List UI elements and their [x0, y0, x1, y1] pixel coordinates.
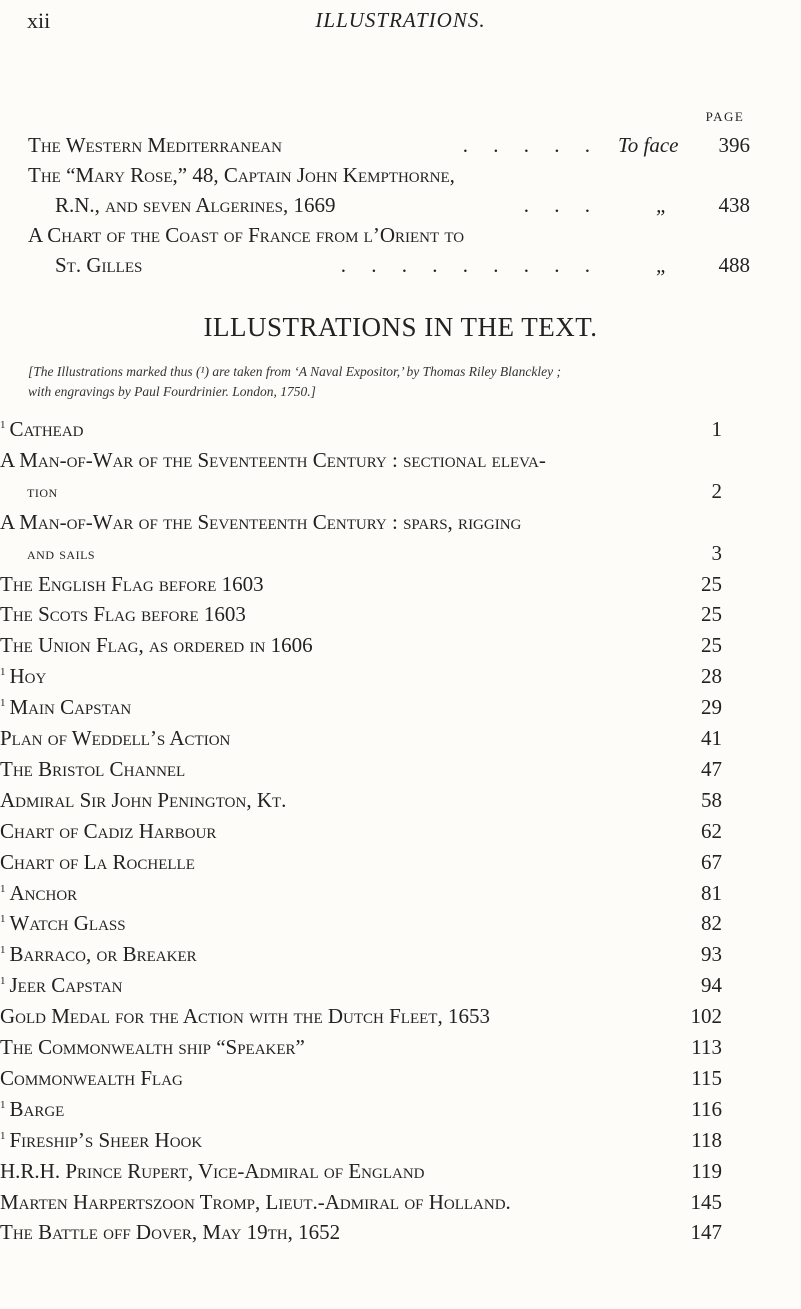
plate-title: The “Mary Rose,” 48, Captain John Kempthorne,	[28, 163, 455, 187]
illustration-title-wrap	[0, 1097, 64, 1122]
illustration-page-number: 25	[701, 633, 722, 658]
list-item	[0, 1004, 722, 1034]
illustration-title-wrap	[0, 726, 230, 751]
illustration-title: Hoy	[9, 664, 47, 689]
illustration-page-number: 116	[691, 1096, 722, 1121]
to-face-label: „	[656, 193, 668, 217]
list-item	[0, 572, 722, 602]
plate-page-number: 396	[718, 133, 750, 157]
source-note	[28, 362, 768, 402]
illustration-page-number: 93	[701, 942, 722, 967]
plate-page-number: 488	[718, 253, 750, 277]
illustration-title-wrap	[0, 757, 185, 782]
illustration-page-number: 58	[701, 787, 722, 812]
source-mark: 1	[0, 419, 6, 431]
illustration-page-number: 25	[701, 571, 722, 596]
illustration-page-number: 118	[691, 1127, 722, 1152]
list-item	[0, 1035, 722, 1065]
list-item	[0, 695, 722, 725]
to-face-label: To face	[618, 133, 679, 157]
illustration-title-wrap	[0, 664, 46, 689]
list-item	[0, 942, 722, 972]
illustration-title: Barge	[9, 1096, 65, 1121]
illustration-title-wrap	[27, 482, 58, 502]
illustration-title-wrap	[0, 602, 246, 627]
list-item	[0, 973, 722, 1003]
dot-leader: . . . . . . . . .	[340, 253, 600, 277]
illustration-title-wrap	[0, 788, 286, 813]
source-mark: 1	[0, 913, 6, 926]
source-mark: 1	[0, 1129, 6, 1142]
illustration-title: Gold Medal for the Action with the Dutch Fleet, 1653	[0, 1004, 490, 1029]
illustration-title-wrap	[0, 973, 122, 998]
dot-leader: . . . . .	[462, 133, 600, 157]
list-item	[0, 819, 722, 849]
illustration-title: Main Capstan	[9, 695, 132, 720]
illustration-title: Plan of Weddell’s Action	[0, 726, 231, 750]
illustration-page-number: 25	[701, 602, 722, 627]
list-item	[0, 1220, 722, 1250]
source-mark: 1	[0, 882, 6, 895]
running-head	[0, 8, 801, 38]
illustration-page-number: 82	[701, 911, 722, 936]
source-note-line: [The Illustrations marked thus (¹) are taken from ‘A Naval Expositor,’ by Thomas Riley Blanckley ;	[28, 364, 561, 379]
page-folio: xii	[27, 8, 51, 33]
source-mark: 1	[0, 944, 6, 957]
illustration-title-wrap	[0, 1220, 340, 1245]
illustration-title-wrap	[0, 850, 195, 875]
illustration-title: Commonwealth Flag	[0, 1065, 183, 1090]
illustration-title: Admiral Sir John Penington, Kt.	[0, 787, 287, 812]
list-item	[0, 510, 722, 540]
list-item	[0, 417, 722, 447]
illustration-page-number: 3	[711, 540, 722, 565]
list-item	[0, 541, 722, 571]
illustration-title-wrap	[0, 911, 126, 936]
illustration-title: Fireship’s Sheer Hook	[9, 1127, 203, 1152]
illustration-title-wrap	[0, 1004, 490, 1029]
dot-leader: . . .	[523, 193, 600, 217]
illustration-page-number: 41	[701, 726, 722, 750]
illustration-title: A Man-of-War of the Seventeenth Century : spars, rigging	[0, 509, 522, 534]
source-mark: 1	[0, 975, 6, 988]
page-column-label: PAGE	[705, 109, 745, 124]
plate-title: R.N., and seven Algerines, 1669	[55, 193, 336, 217]
list-item	[0, 1066, 722, 1096]
source-mark: 1	[0, 1098, 6, 1111]
source-note-line: with engravings by Paul Fourdrinier. London, 1750.]	[28, 384, 316, 399]
illustration-title-wrap	[0, 819, 216, 844]
illustration-page-number: 1	[711, 417, 722, 441]
illustration-page-number: 29	[701, 695, 722, 720]
illustration-title-wrap	[0, 1190, 511, 1215]
plate-page-number: 438	[718, 193, 750, 217]
list-item	[0, 1097, 722, 1127]
illustration-page-number: 147	[690, 1220, 722, 1245]
illustration-title-wrap	[0, 881, 77, 906]
illustration-page-number: 47	[701, 756, 722, 781]
illustration-page-number: 94	[701, 973, 722, 998]
illustration-title: Barraco, or Breaker	[9, 942, 197, 967]
illustration-title-wrap	[0, 572, 264, 597]
illustration-title-wrap	[0, 942, 197, 967]
illustration-title-wrap	[0, 1128, 202, 1153]
illustration-title: Watch Glass	[9, 911, 126, 936]
illustration-page-number: 67	[701, 849, 722, 874]
list-item	[0, 633, 722, 663]
illustration-title: Chart of La Rochelle	[0, 849, 195, 874]
plate-title: A Chart of the Coast of France from l’Orient to	[28, 223, 465, 247]
running-title: ILLUSTRATIONS.	[315, 8, 486, 32]
illustration-title-wrap	[27, 544, 95, 564]
source-mark: 1	[0, 666, 6, 679]
illustration-page-number: 145	[690, 1189, 722, 1214]
illustration-title-wrap	[0, 1159, 424, 1184]
illustration-title: Jeer Capstan	[9, 973, 123, 998]
illustration-page-number: 2	[711, 478, 722, 503]
illustration-title-wrap	[0, 1066, 183, 1091]
illustration-page-number: 62	[701, 818, 722, 843]
illustration-title: The Bristol Channel	[0, 756, 186, 781]
list-item	[0, 448, 722, 478]
list-item	[0, 788, 722, 818]
plate-title: The Western Mediterranean	[28, 133, 282, 157]
plate-title: St. Gilles	[55, 253, 143, 277]
illustration-title: H.R.H. Prince Rupert, Vice-Admiral of England	[0, 1158, 425, 1183]
illustration-title-wrap	[0, 448, 546, 473]
illustration-title-wrap	[0, 633, 313, 658]
illustration-page-number: 113	[691, 1035, 722, 1059]
illustration-title: Cathead	[9, 417, 84, 441]
illustration-title: A Man-of-War of the Seventeenth Century : sectional eleva-	[0, 447, 546, 472]
list-item	[0, 479, 722, 509]
illustration-title: The Union Flag, as ordered in 1606	[0, 633, 313, 658]
list-item	[0, 881, 722, 911]
illustration-title: tion	[27, 481, 58, 501]
illustration-page-number: 102	[690, 1004, 722, 1029]
list-item	[0, 602, 722, 632]
to-face-label: „	[656, 253, 668, 277]
illustration-page-number: 115	[691, 1065, 722, 1090]
illustration-title: The Scots Flag before 1603	[0, 602, 246, 627]
illustration-page-number: 28	[701, 664, 722, 689]
illustration-title: The Commonwealth ship “Speaker”	[0, 1035, 305, 1059]
list-item	[0, 1190, 722, 1220]
illustration-title: Chart of Cadiz Harbour	[0, 818, 217, 843]
section-title: ILLUSTRATIONS IN THE TEXT.	[203, 312, 598, 342]
illustration-title-wrap	[0, 695, 131, 720]
source-mark: 1	[0, 697, 6, 710]
illustration-page-number: 81	[701, 880, 722, 905]
list-item	[0, 1128, 722, 1158]
illustration-title: Anchor	[9, 880, 78, 905]
illustration-title-wrap	[0, 417, 84, 442]
list-item	[0, 850, 722, 880]
illustration-title-wrap	[0, 510, 521, 535]
list-item	[0, 1159, 722, 1189]
list-item	[0, 757, 722, 787]
illustration-title: The English Flag before 1603	[0, 571, 264, 596]
list-item	[0, 726, 722, 756]
list-item	[0, 664, 722, 694]
illustration-title: The Battle off Dover, May 19th, 1652	[0, 1220, 341, 1245]
illustration-title: and sails	[27, 543, 96, 563]
illustration-title-wrap	[0, 1035, 305, 1060]
illustration-page-number: 119	[691, 1158, 722, 1183]
illustration-title: Marten Harpertszoon Tromp, Lieut.-Admiral of Holland.	[0, 1189, 511, 1214]
list-item	[0, 911, 722, 941]
